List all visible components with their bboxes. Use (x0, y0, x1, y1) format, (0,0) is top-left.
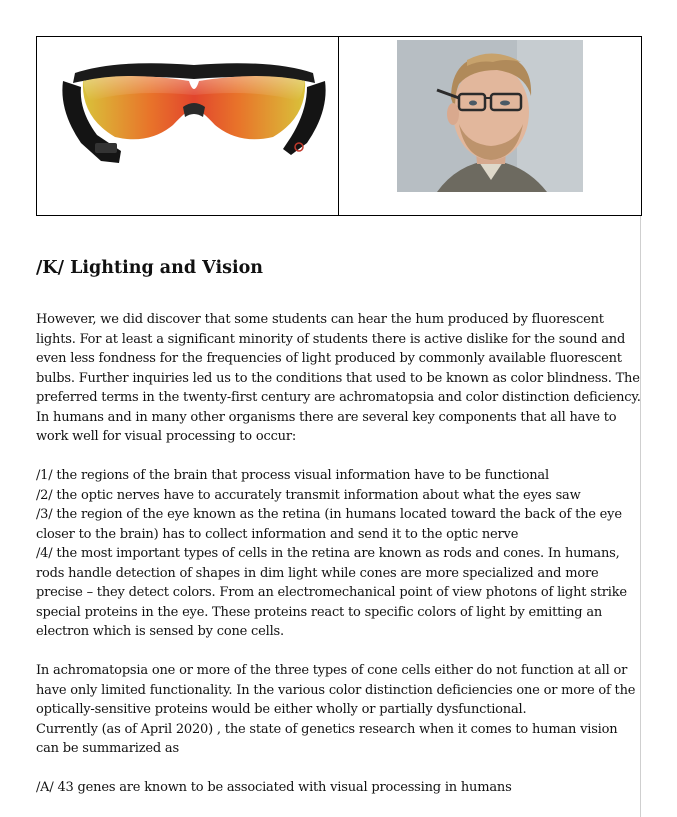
paragraph-gap (36, 759, 642, 779)
list-item-3: /3/ the region of the eye known as the retina (in humans located toward the back of the eye closer to the brain) has to collect information and send it to the optic nerve (36, 507, 622, 542)
photo-table (36, 36, 642, 216)
paragraph-gap (36, 447, 642, 467)
intro-paragraph: However, we did discover that some students can hear the hum produced by fluorescent lights. For at least a significant minority of students there is active dislike for the sound and even less fondness for the frequencies of light produced by commonly available fluorescent bulbs. Further inquiries led us to the conditions that used to be known as color blindness. The preferred terms in the twenty-first century are achromatopsia and color distinction deficiency. In humans and in many other organisms there are several key components that all have to work well for visual processing to occur: (36, 312, 641, 444)
achromatopsia-paragraph: In achromatopsia one or more of the three types of cone cells either do not function at all or have only limited functionality. In the various color distinction deficiencies one or more of the optically-sensitive proteins would be either wholly or partially dysfunctional. (36, 663, 636, 717)
photo-cell-left (37, 37, 339, 215)
genetics-paragraph: Currently (as of April 2020) , the state of genetics research when it comes to human vision can be summarized as (36, 721, 618, 756)
man-wearing-smart-glasses-image (397, 40, 583, 192)
list-item-4: /4/ the most important types of cells in the retina are known as rods and cones. In humans, rods handle detection of shapes in dim light while cones are more specialized and more precise – they detect colors. From an electromechanical point of view photons of light strike special proteins in the eye. These proteins react to specific colors of light by emitting an electron which is sensed by cone cells. (36, 546, 627, 639)
paragraph-gap (36, 642, 642, 662)
list-item-1: /1/ the regions of the brain that process visual information have to be functional (36, 468, 549, 483)
list-item-a: /A/ 43 genes are known to be associated with visual processing in humans (36, 780, 512, 795)
photo-cell-right (339, 37, 641, 215)
section-heading: /K/ Lighting and Vision (36, 258, 263, 278)
sport-smart-glasses-image (57, 51, 331, 171)
list-item-2: /2/ the optic nerves have to accurately transmit information about what the eyes saw (36, 487, 581, 503)
document-body (36, 256, 642, 798)
